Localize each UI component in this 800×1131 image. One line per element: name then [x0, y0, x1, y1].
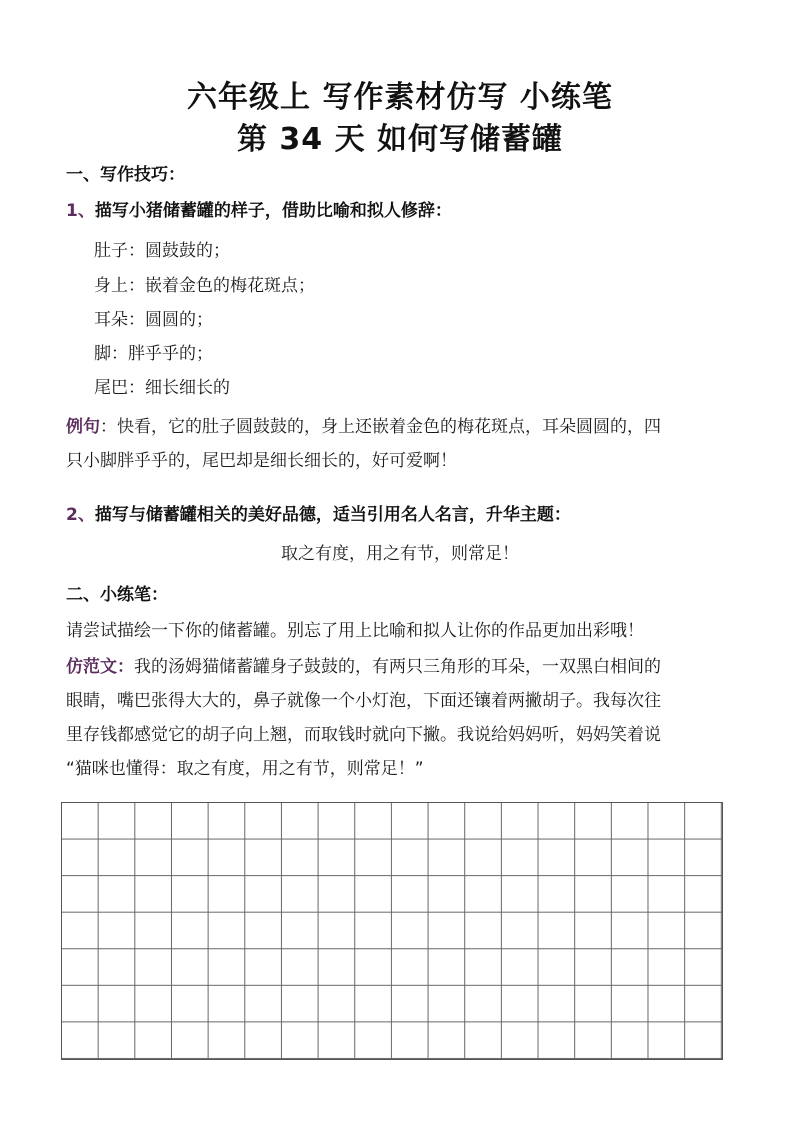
writing-grid[interactable] — [61, 802, 723, 1060]
practice-prompt: 请尝试描绘一下你的储蓄罐。别忘了用上比喻和拟人让你的作品更加出彩哦！ — [66, 621, 644, 641]
model-line4: “猫咪也懂得：取之有度，用之有节，则常足！” — [66, 759, 424, 779]
item-text: 描写小猪储蓄罐的样子，借助比喻和拟人修辞： — [94, 201, 452, 221]
feature-ears: 耳朵：圆圆的； — [94, 310, 213, 330]
example-label: 例句 — [66, 417, 100, 437]
section2-heading: 二、小练笔： — [66, 585, 168, 605]
feature-belly: 肚子：圆鼓鼓的； — [94, 241, 230, 261]
item-number: 2、 — [66, 505, 95, 525]
example-line2: 只小脚胖乎乎的，尾巴却是细长细长的，好可爱啊！ — [66, 451, 457, 471]
feature-feet: 脚：胖乎乎的； — [94, 344, 213, 364]
technique-item-1 — [66, 196, 452, 221]
page-title-line1: 六年级上 写作素材仿写 小练笔 — [187, 80, 613, 115]
model-line3: 里存钱都感觉它的胡子向上翘，而取钱时就向下撇。我说给妈妈听，妈妈笑着说 — [66, 725, 661, 745]
section1-heading: 一、写作技巧： — [66, 165, 185, 185]
feature-body: 身上：嵌着金色的梅花斑点； — [94, 276, 315, 296]
item-text: 描写与储蓄罐相关的美好品德，适当引用名人名言，升华主题： — [94, 505, 571, 525]
model-essay — [66, 650, 746, 786]
model-line1: 我的汤姆猫储蓄罐身子鼓鼓的，有两只三角形的耳朵，一双黑白相间的 — [134, 657, 661, 677]
technique-item-2 — [66, 500, 571, 525]
model-label: 仿范文： — [66, 657, 134, 677]
example-line1: ：快看，它的肚子圆鼓鼓的，身上还嵌着金色的梅花斑点，耳朵圆圆的，四 — [100, 417, 661, 437]
model-line2: 眼睛，嘴巴张得大大的，鼻子就像一个小灯泡，下面还镶着两撇胡子。我每次往 — [66, 691, 661, 711]
item-number: 1、 — [66, 201, 95, 221]
feature-tail: 尾巴：细长细长的 — [94, 378, 230, 398]
example-sentence — [66, 410, 746, 478]
page-title-line2: 第 34 天 如何写储蓄罐 — [236, 122, 564, 157]
famous-quote: 取之有度，用之有节，则常足！ — [281, 544, 519, 564]
